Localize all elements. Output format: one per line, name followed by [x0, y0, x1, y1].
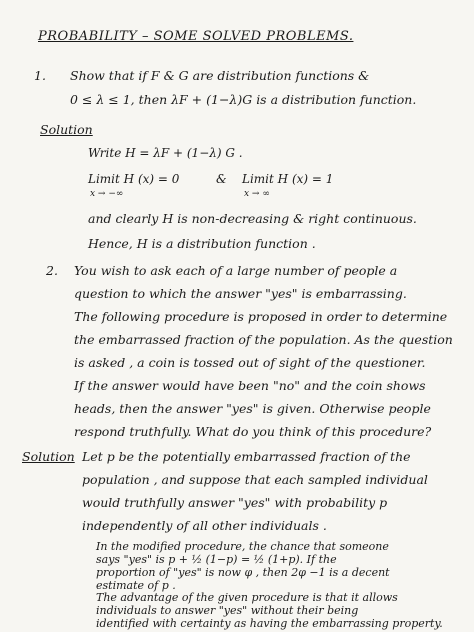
solution-1-limit-right-sub: x → ∞ — [244, 189, 270, 199]
problem-1-line: Show that if F & G are distribution functions & — [70, 68, 370, 83]
solution-2-line: proportion of "yes" is now φ , then 2φ −1 is a decent — [96, 565, 390, 579]
problem-1-number: 1. — [34, 68, 46, 83]
solution-1-limit-left-sub: x → −∞ — [90, 189, 124, 199]
solution-2-line: says "yes" is p + ½ (1−p) = ½ (1+p). If the — [96, 552, 337, 566]
problem-2-line: You wish to ask each of a large number of people a — [74, 263, 398, 278]
solution-2-line: In the modified procedure, the chance that someone — [96, 540, 389, 553]
solution-1-clearly: and clearly H is non-decreasing & right continuous. — [88, 211, 417, 226]
solution-1-limit-left: Limit H (x) = 0 — [88, 172, 180, 186]
solution-2-line: population , and suppose that each sampled individual — [82, 472, 428, 487]
solution-1-label: Solution — [40, 122, 93, 137]
problem-2-line: heads, then the answer "yes" is given. Otherwise people — [74, 401, 431, 416]
problem-2-line: the embarrassed fraction of the population. As the question — [74, 332, 453, 347]
problem-2-number: 2. — [46, 263, 58, 278]
solution-1-and: & — [216, 172, 227, 186]
problem-2-line: question to which the answer "yes" is embarrassing. — [74, 286, 407, 301]
solution-2-label: Solution — [22, 449, 75, 464]
solution-2-line: estimate of p . — [96, 578, 176, 592]
problem-1-line: 0 ≤ λ ≤ 1, then λF + (1−λ)G is a distribution function. — [70, 92, 417, 107]
solution-1-write: Write H = λF + (1−λ) G . — [88, 146, 243, 160]
solution-2-line: Let p be the potentially embarrassed fraction of the — [82, 449, 411, 464]
problem-2-line: respond truthfully. What do you think of this procedure? — [74, 424, 432, 439]
problem-2-line: The following procedure is proposed in order to determine — [74, 309, 448, 324]
solution-2-line: individuals to answer "yes" without their being — [96, 604, 359, 618]
solution-2-line: identified with certainty as having the embarrassing property. — [96, 617, 443, 630]
page-title: PROBABILITY – SOME SOLVED PROBLEMS. — [38, 29, 354, 44]
problem-2-line: If the answer would have been "no" and the coin shows — [74, 378, 426, 393]
solution-2-line: would truthfully answer "yes" with probability p — [82, 495, 388, 510]
solution-1-limit-right: Limit H (x) = 1 — [242, 172, 334, 186]
solution-1-hence: Hence, H is a distribution function . — [88, 236, 316, 251]
problem-2-line: is asked , a coin is tossed out of sight of the questioner. — [74, 355, 426, 370]
solution-2-line: independently of all other individuals . — [82, 518, 327, 533]
solution-2-line: The advantage of the given procedure is that it allows — [96, 591, 398, 605]
